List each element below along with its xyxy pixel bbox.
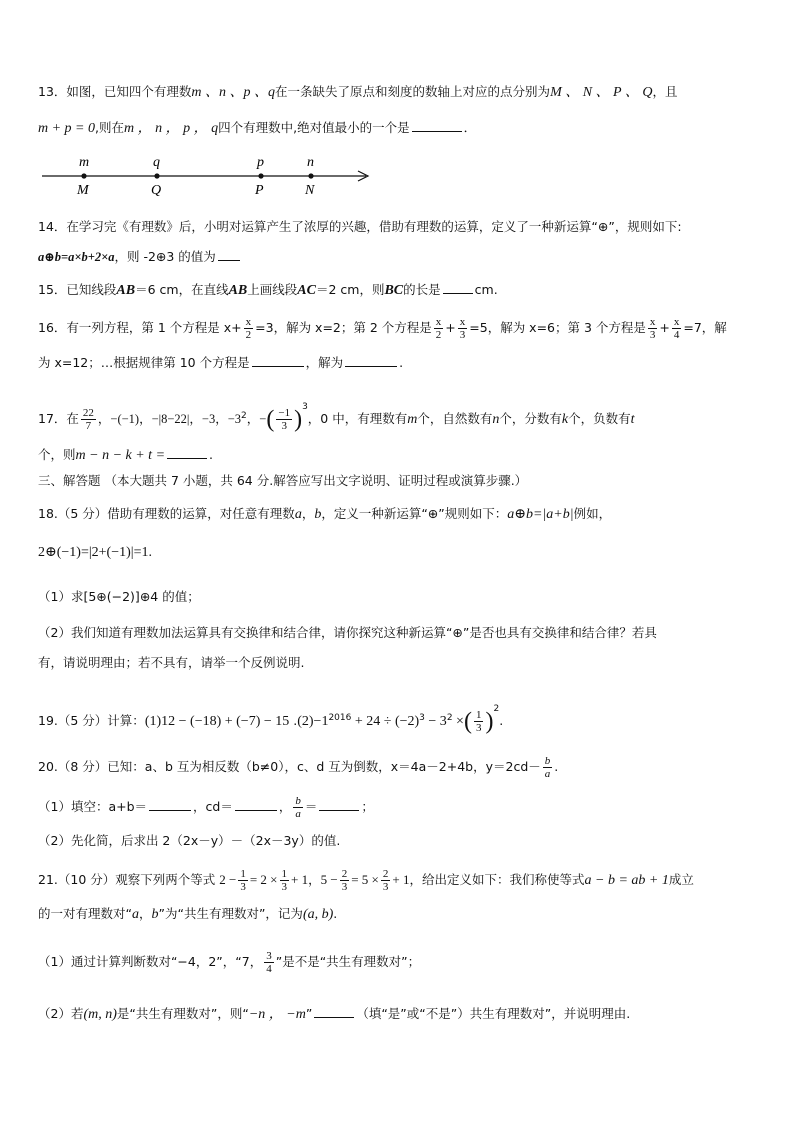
fraction: $\frac{x}{2}$ — [245, 316, 252, 341]
number-line-figure — [40, 150, 380, 200]
answer-blank[interactable] — [319, 798, 359, 811]
answer-blank[interactable] — [345, 354, 397, 367]
q15-line: 15．已知线段AB＝6 cm，在直线AB上画线段AC＝2 cm，则BC的长是 cm. — [38, 282, 498, 298]
q16-line2: 为 x=12；…根据规律第 10 个方程是 ，解为 . — [38, 355, 404, 370]
answer-blank[interactable] — [252, 354, 304, 367]
q13-line2: m + p = 0,则在m ， n ， p ， q四个有理数中,绝对值最小的一个是 ． — [38, 120, 477, 136]
fraction: $\frac{x}{3}$ — [649, 316, 656, 341]
fraction: $\frac{3}{4}$ — [266, 950, 272, 975]
answer-blank[interactable] — [167, 446, 207, 459]
label-N: N — [305, 183, 315, 198]
q18-example: 2⊕(−1)=|2+(−1)|=1. — [38, 545, 152, 560]
q17-line1: 17．在 $\frac{22}{7}$ ，−(−1)，−|8−22|，−3，$-3^2$，−( $\frac{-1}{3}$ )$^3$，0 中，有理数有m个，自然数有n个，分数有k个，负数有t — [38, 402, 635, 433]
fraction: $\frac{x}{4}$ — [673, 316, 680, 341]
fraction: $\frac{x}{3}$ — [459, 316, 466, 341]
point-n — [308, 173, 313, 178]
q18-line1: 18.（5 分）借助有理数的运算，对任意有理数a，b，定义一种新运算“⊕”规则如下：a⊕b=|a+b|例如， — [38, 506, 612, 522]
q20-line1: 20.（8 分）已知：a、b 互为相反数（b≠0），c、d 互为倒数，x＝4a－2+4b，y＝2cd－ $\frac{b}{a}$ . — [38, 755, 559, 780]
label-p: p — [257, 155, 264, 170]
fraction: $\frac{b}{a}$ — [295, 795, 301, 820]
q14-line1: 14．在学习完《有理数》后，小明对运算产生了浓厚的兴趣，借助有理数的运算，定义了一种新运算“⊕”，规则如下: — [38, 219, 682, 234]
answer-blank[interactable] — [235, 798, 277, 811]
fraction: $\frac{-1}{3}$ — [278, 407, 291, 432]
fraction: $\frac{2}{3}$ — [382, 868, 389, 893]
section-3-heading: 三、解答题 （本大题共 7 小题，共 64 分.解答应写出文字说明、证明过程或演算步骤.） — [38, 473, 528, 488]
answer-blank[interactable] — [314, 1005, 354, 1018]
q16-line1: 16．有一列方程，第 1 个方程是 x+ $\frac{x}{2}$ =3，解为 x=2；第 2 个方程是 $\frac{x}{2}$ + $\frac{x}{3}$ =5，解为 x=6；第 3 个方程是 $\frac{x}{3}$ + $\frac{x}{4}$ =7，解 — [38, 316, 727, 341]
label-Q: Q — [151, 183, 162, 198]
q18-part1: （1）求[5⊕(−2)]⊕4 的值； — [38, 589, 200, 604]
q20-part2: （2）先化简，后求出 2（2x－y）－（2x－3y）的值. — [38, 833, 341, 848]
answer-blank[interactable] — [443, 281, 473, 294]
label-m: m — [79, 155, 90, 170]
q14-line2: a⊕b=a×b+2×a，则 -2⊕3 的值为 — [38, 248, 764, 266]
fraction: $\frac{x}{2}$ — [435, 316, 442, 341]
q13-line1: 13．如图，已知四个有理数m 、n 、p 、q在一条缺失了原点和刻度的数轴上对应的点分别为M 、 N 、 P 、 Q，且 — [38, 84, 678, 100]
fraction: $\frac{1}{3}$ — [475, 709, 482, 734]
q21-part2: （2）若(m, n)是“共生有理数对”，则“−n ， −m” （填“是”或“不是”）共生有理数对”，并说明理由. — [38, 1006, 631, 1022]
fraction: $\frac{1}{3}$ — [281, 868, 288, 893]
label-M: M — [77, 183, 89, 198]
answer-blank[interactable] — [218, 248, 240, 261]
point-p — [258, 173, 263, 178]
q18-part2-line2: 有，请说明理由；若不具有，请举一个反例说明. — [38, 655, 305, 670]
fraction: $\frac{2}{3}$ — [341, 868, 348, 893]
answer-blank[interactable] — [149, 798, 191, 811]
point-q — [154, 173, 159, 178]
q20-part1: （1）填空：a+b＝ ，cd＝ ， $\frac{b}{a}$ ＝ ； — [38, 795, 374, 820]
q21-line1: 21.（10 分）观察下列两个等式 2 − $\frac{1}{3}$ = 2 × $\frac{1}{3}$ + 1，5 − $\frac{2}{3}$ = 5 × $\frac{2}{3}$ + 1，给出定义如下：我们称使等式a − b = ab + 1成立 — [38, 868, 694, 893]
q21-part1: （1）通过计算判断数对“−4，2”，“7， $\frac{3}{4}$ ”是不是“共生有理数对”； — [38, 950, 421, 975]
label-n: n — [307, 155, 314, 170]
answer-blank[interactable] — [412, 119, 462, 132]
fraction: $\frac{1}{3}$ — [240, 868, 246, 893]
point-m — [81, 173, 86, 178]
label-q: q — [153, 155, 160, 170]
q21-line2: 的一对有理数对“a，b”为“共生有理数对”，记为(a, b). — [38, 906, 338, 922]
fraction: $\frac{b}{a}$ — [544, 755, 551, 780]
label-P: P — [255, 183, 264, 198]
q17-line2: 个，则m − n − k + t = . — [38, 447, 214, 463]
q19-line: 19.（5 分）计算：(1)12 − (−18) + (−7) − 15 $.(2)-1^{2016} + 24 \div (-2)^3 - 3^2$ ×( $\frac{1}{3}$ )$^2$. — [38, 704, 504, 735]
fraction: $\frac{22}{7}$ — [82, 407, 94, 432]
q18-part2-line1: （2）我们知道有理数加法运算具有交换律和结合律，请你探究这种新运算“⊕”是否也具有交换律和结合律？若具 — [38, 625, 657, 640]
